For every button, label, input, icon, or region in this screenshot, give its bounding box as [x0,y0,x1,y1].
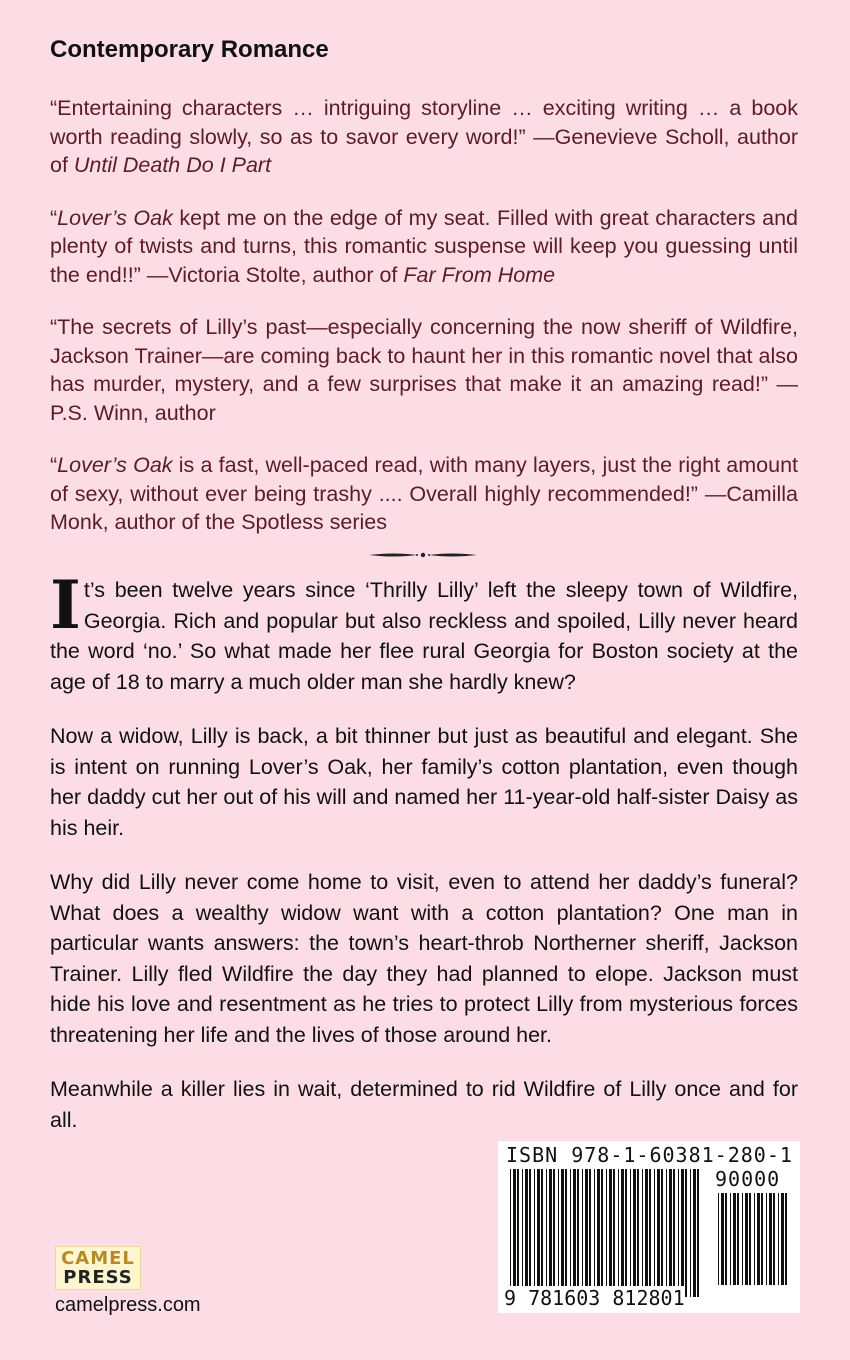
book-description [50,566,798,1159]
review-blurb: “Lover’s Oak is a fast, well-paced read, with many layers, just the right amount of sexy, without ever being trashy .... Overall highly recommended!” —Camilla Monk, author of the Spotless series [50,453,799,534]
logo-text-camel: CAMEL [61,1248,135,1269]
logo-text-press: PRESS [63,1267,133,1288]
genre-heading: Contemporary Romance [50,36,329,63]
addon-barcode-bars [714,1193,794,1285]
review-blurb: “Lover’s Oak kept me on the edge of my seat. Filled with great characters and plenty of twists and turns, this romantic suspense will keep you guessing until the end!!” —Victoria Stolte, author of Far From Home [50,205,798,287]
description-paragraph: It’s been twelve years since ‘Thrilly Lilly’ left the sleepy town of Wildfire, Georgia. Rich and popular but also reckless and spoiled, Lilly never heard the word ‘no.’ So what made her flee rural Georgia for Boston society at the age of 18 to marry a much older man she hardly knew? [50,566,798,694]
barcode-digits: 9 781603 812801 [504,1286,685,1310]
drop-cap: I [50,566,81,644]
review-blurb: “Entertaining characters … intriguing storyline … exciting writing … a book worth reading slowly, so as to savor every word!” —Genevieve Scholl, author of Until Death Do I Part [50,96,798,177]
review-blurb: “The secrets of Lilly’s past—especially concerning the now sheriff of Wildfire, Jackson Trainer—are coming back to haunt her in this romantic novel that also has murder, mystery, and a few surprises that make it an amazing read!” —P.S. Winn, author [50,315,798,425]
review-blurbs [50,94,798,561]
description-paragraph: Now a widow, Lilly is back, a bit thinner but just as beautiful and elegant. She is intent on running Lover’s Oak, her family’s cotton plantation, even though her daddy cut her out of his will and named her 11-year-old half-sister Daisy as his heir. [50,724,798,840]
isbn-barcode [498,1141,800,1313]
description-paragraph: Meanwhile a killer lies in wait, determined to rid Wildfire of Lilly once and for all. [50,1077,798,1132]
ornamental-divider [367,549,479,561]
description-paragraph: Why did Lilly never come home to visit, even to attend her daddy’s funeral? What does a wealthy widow want with a cotton plantation? One man in particular wants answers: the town’s heart-throb Northerner sheriff, Jackson Trainer. Lilly fled Wildfire the day they had planned to elope. Jackson must hide his love and resentment as he tries to protect Lilly from mysterious forces threatening her life and the lives of those around her. [50,870,798,1047]
price-code: 90000 [715,1167,781,1191]
barcode-bars [506,1169,706,1297]
isbn-label: ISBN 978-1-60381-280-1 [506,1143,793,1167]
publisher-website: camelpress.com [55,1294,201,1316]
camel-press-logo [55,1246,141,1290]
